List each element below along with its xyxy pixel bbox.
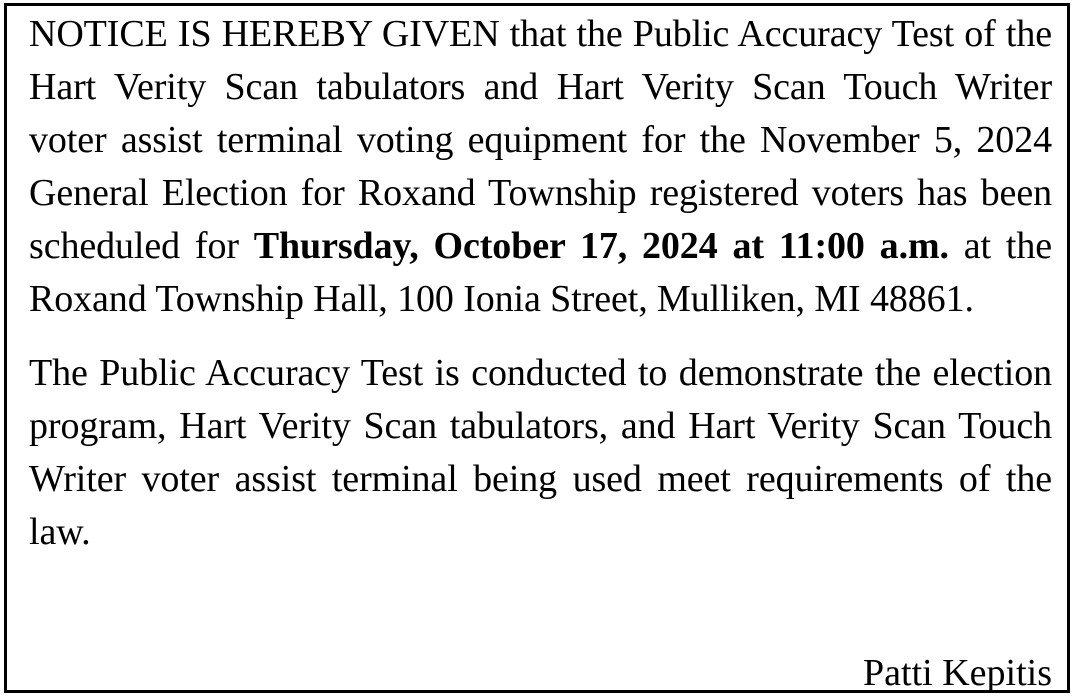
notice-intro-text: NOTICE IS HEREBY GIVEN that the Public Accuracy Test of the Hart Verity Scan tabulators and Hart Verity Scan Touch Writer voter assist terminal voting equipment for the November 5, 2024 General Election for Roxand Township registered voters has been scheduled for	[29, 13, 1052, 267]
test-date-time: Thursday, October 17, 2024 at 11:00 a.m.	[253, 225, 949, 267]
public-notice	[29, 8, 1052, 559]
clerk-signature-name: Patti Kepitis	[863, 652, 1052, 694]
notice-location-text: at the Roxand Township Hall, 100 Ionia Street, Mulliken, MI 48861.	[29, 225, 1052, 320]
notice-paragraph-2: The Public Accuracy Test is conducted to demonstrate the election program, Hart Verity Scan tabulators, and Hart Verity Scan Touch Writer voter assist terminal being used meet requirements of the law.	[29, 352, 1052, 553]
notice-paragraph-1	[29, 8, 1052, 326]
